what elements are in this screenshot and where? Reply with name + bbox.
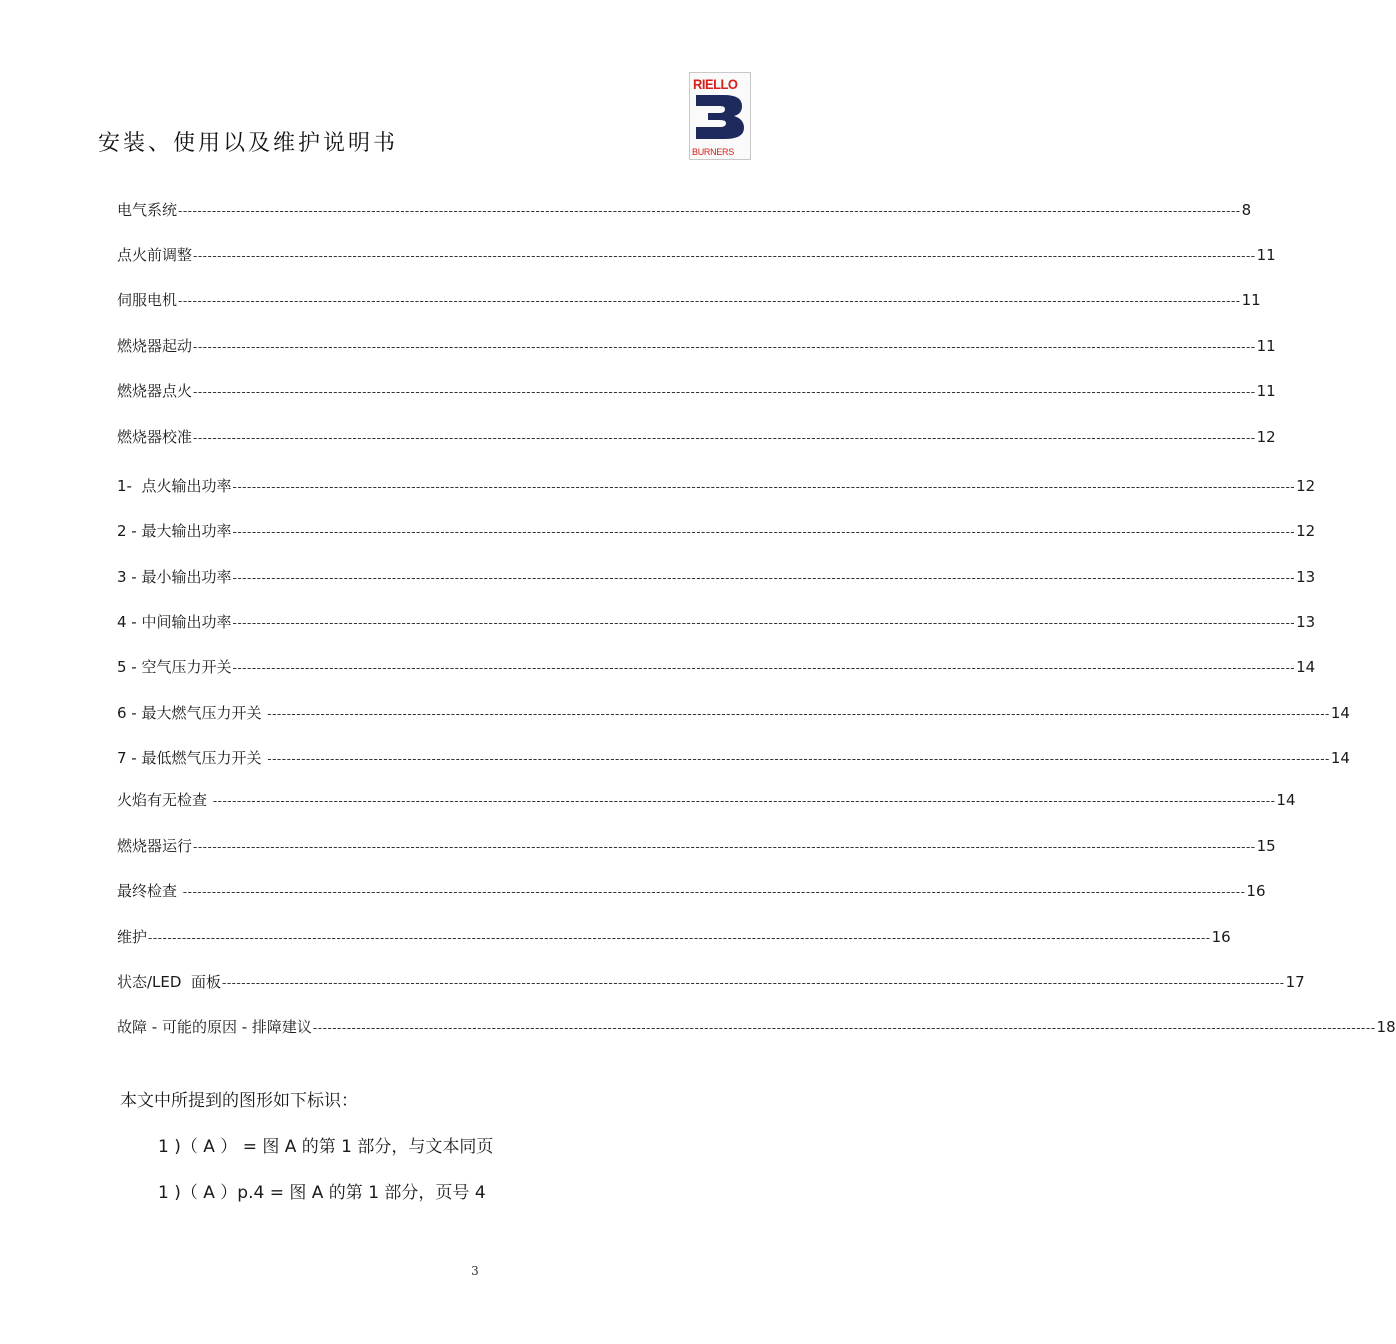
toc-entry-label: 2 - 最大输出功率: [117, 522, 232, 540]
toc-entry-label: 燃烧器点火: [117, 382, 193, 400]
toc-dot-leader: ----------------------------------------------------------------------------------------------------------------------------------------------------------------------------------------------------------------------------: [267, 752, 1330, 766]
logo-b-mark-icon: [694, 93, 746, 141]
toc-entry-page: 14: [1330, 749, 1350, 767]
toc-dot-leader: ----------------------------------------------------------------------------------------------------------------------------------------------------------------------------------------------------------------------------: [232, 661, 1296, 675]
toc-entry-label: 电气系统: [117, 201, 178, 219]
toc-entry: [117, 476, 1316, 496]
toc-entry-page: 13: [1296, 568, 1316, 586]
toc-dot-leader: ----------------------------------------------------------------------------------------------------------------------------------------------------------------------------------------------------------------------------: [212, 794, 1276, 808]
toc-entry-label: 3 - 最小输出功率: [117, 568, 232, 586]
toc-dot-leader: ----------------------------------------------------------------------------------------------------------------------------------------------------------------------------------------------------------------------------: [232, 616, 1296, 630]
toc-entry: [117, 1017, 1396, 1037]
toc-dot-leader: ----------------------------------------------------------------------------------------------------------------------------------------------------------------------------------------------------------------------------: [193, 431, 1256, 445]
toc-entry: [117, 881, 1266, 901]
toc-dot-leader: ----------------------------------------------------------------------------------------------------------------------------------------------------------------------------------------------------------------------------: [232, 525, 1296, 539]
toc-entry-page: 16: [1211, 928, 1231, 946]
toc-entry-label: 燃烧器校准: [117, 428, 193, 446]
toc-entry-label: 燃烧器运行: [117, 837, 193, 855]
toc-dot-leader: ----------------------------------------------------------------------------------------------------------------------------------------------------------------------------------------------------------------------------: [193, 840, 1256, 854]
toc-entry-page: 12: [1256, 428, 1276, 446]
toc-entry-label: 4 - 中间输出功率: [117, 613, 232, 631]
toc-entry: [117, 748, 1350, 768]
page-number: 3: [471, 1264, 479, 1278]
logo-brand-text: RIELLO: [693, 76, 738, 92]
figure-note-intro: 本文中所提到的图形如下标识：: [120, 1091, 358, 1111]
toc-entry-page: 18: [1376, 1018, 1396, 1036]
toc-dot-leader: ----------------------------------------------------------------------------------------------------------------------------------------------------------------------------------------------------------------------------: [267, 707, 1330, 721]
toc-entry: [117, 427, 1276, 447]
toc-dot-leader: ----------------------------------------------------------------------------------------------------------------------------------------------------------------------------------------------------------------------------: [193, 385, 1256, 399]
toc-entry-page: 12: [1296, 522, 1316, 540]
riello-burners-logo: [689, 72, 751, 160]
toc-entry-page: 17: [1285, 973, 1305, 991]
toc-entry: [117, 200, 1252, 220]
logo-burners-text: BURNERS: [692, 147, 734, 157]
toc-entry-page: 11: [1256, 337, 1276, 355]
toc-entry: [117, 336, 1276, 356]
toc-entry-label: 点火前调整: [117, 246, 193, 264]
figure-note-example-2: 1 )（ A ）p.4 = 图 A 的第 1 部分，页号 4: [158, 1183, 486, 1203]
toc-entry-label: 伺服电机: [117, 291, 178, 309]
toc-entry: [117, 657, 1316, 677]
toc-dot-leader: ----------------------------------------------------------------------------------------------------------------------------------------------------------------------------------------------------------------------------: [193, 340, 1256, 354]
toc-entry-page: 14: [1330, 704, 1350, 722]
toc-entry-label: 1- 点火输出功率: [117, 477, 232, 495]
toc-entry-page: 15: [1256, 837, 1276, 855]
toc-entry: [117, 521, 1316, 541]
toc-entry: [117, 612, 1316, 632]
toc-entry-label: 状态/LED 面板: [117, 973, 221, 991]
toc-entry-page: 16: [1246, 882, 1266, 900]
toc-entry-page: 11: [1256, 382, 1276, 400]
toc-entry: [117, 290, 1261, 310]
toc-entry-label: 维护: [117, 928, 148, 946]
toc-dot-leader: ----------------------------------------------------------------------------------------------------------------------------------------------------------------------------------------------------------------------------: [148, 931, 1211, 945]
toc-dot-leader: ----------------------------------------------------------------------------------------------------------------------------------------------------------------------------------------------------------------------------: [193, 249, 1256, 263]
toc-entry: [117, 381, 1276, 401]
toc-entry-label: 7 - 最低燃气压力开关: [117, 749, 267, 767]
toc-entry-page: 11: [1256, 246, 1276, 264]
toc-entry-label: 故障 - 可能的原因 - 排障建议: [117, 1018, 312, 1036]
toc-entry-page: 13: [1296, 613, 1316, 631]
toc-dot-leader: ----------------------------------------------------------------------------------------------------------------------------------------------------------------------------------------------------------------------------: [182, 885, 1246, 899]
toc-entry: [117, 703, 1350, 723]
toc-entry-label: 火焰有无检查: [117, 791, 212, 809]
toc-dot-leader: ----------------------------------------------------------------------------------------------------------------------------------------------------------------------------------------------------------------------------: [232, 571, 1296, 585]
toc-entry-label: 6 - 最大燃气压力开关: [117, 704, 267, 722]
toc-entry: [117, 245, 1276, 265]
page-title: 安装、使用以及维护说明书: [98, 131, 399, 156]
toc-entry-label: 5 - 空气压力开关: [117, 658, 232, 676]
toc-entry-label: 最终检查: [117, 882, 182, 900]
toc-entry-page: 11: [1241, 291, 1261, 309]
toc-entry-label: 燃烧器起动: [117, 337, 193, 355]
toc-entry-page: 8: [1241, 201, 1252, 219]
toc-entry: [117, 567, 1316, 587]
toc-entry-page: 14: [1296, 658, 1316, 676]
toc-entry: [117, 836, 1276, 856]
toc-entry: [117, 972, 1305, 992]
toc-dot-leader: ----------------------------------------------------------------------------------------------------------------------------------------------------------------------------------------------------------------------------: [178, 294, 1241, 308]
toc-dot-leader: ----------------------------------------------------------------------------------------------------------------------------------------------------------------------------------------------------------------------------: [232, 480, 1296, 494]
toc-dot-leader: ----------------------------------------------------------------------------------------------------------------------------------------------------------------------------------------------------------------------------: [312, 1021, 1376, 1035]
toc-entry: [117, 927, 1231, 947]
toc-entry-page: 14: [1276, 791, 1296, 809]
toc-entry-page: 12: [1296, 477, 1316, 495]
toc-dot-leader: ----------------------------------------------------------------------------------------------------------------------------------------------------------------------------------------------------------------------------: [178, 204, 1241, 218]
toc-entry: [117, 790, 1296, 810]
toc-dot-leader: ----------------------------------------------------------------------------------------------------------------------------------------------------------------------------------------------------------------------------: [221, 976, 1285, 990]
figure-note-example-1: 1 )（ A ） = 图 A 的第 1 部分，与文本同页: [158, 1137, 494, 1157]
